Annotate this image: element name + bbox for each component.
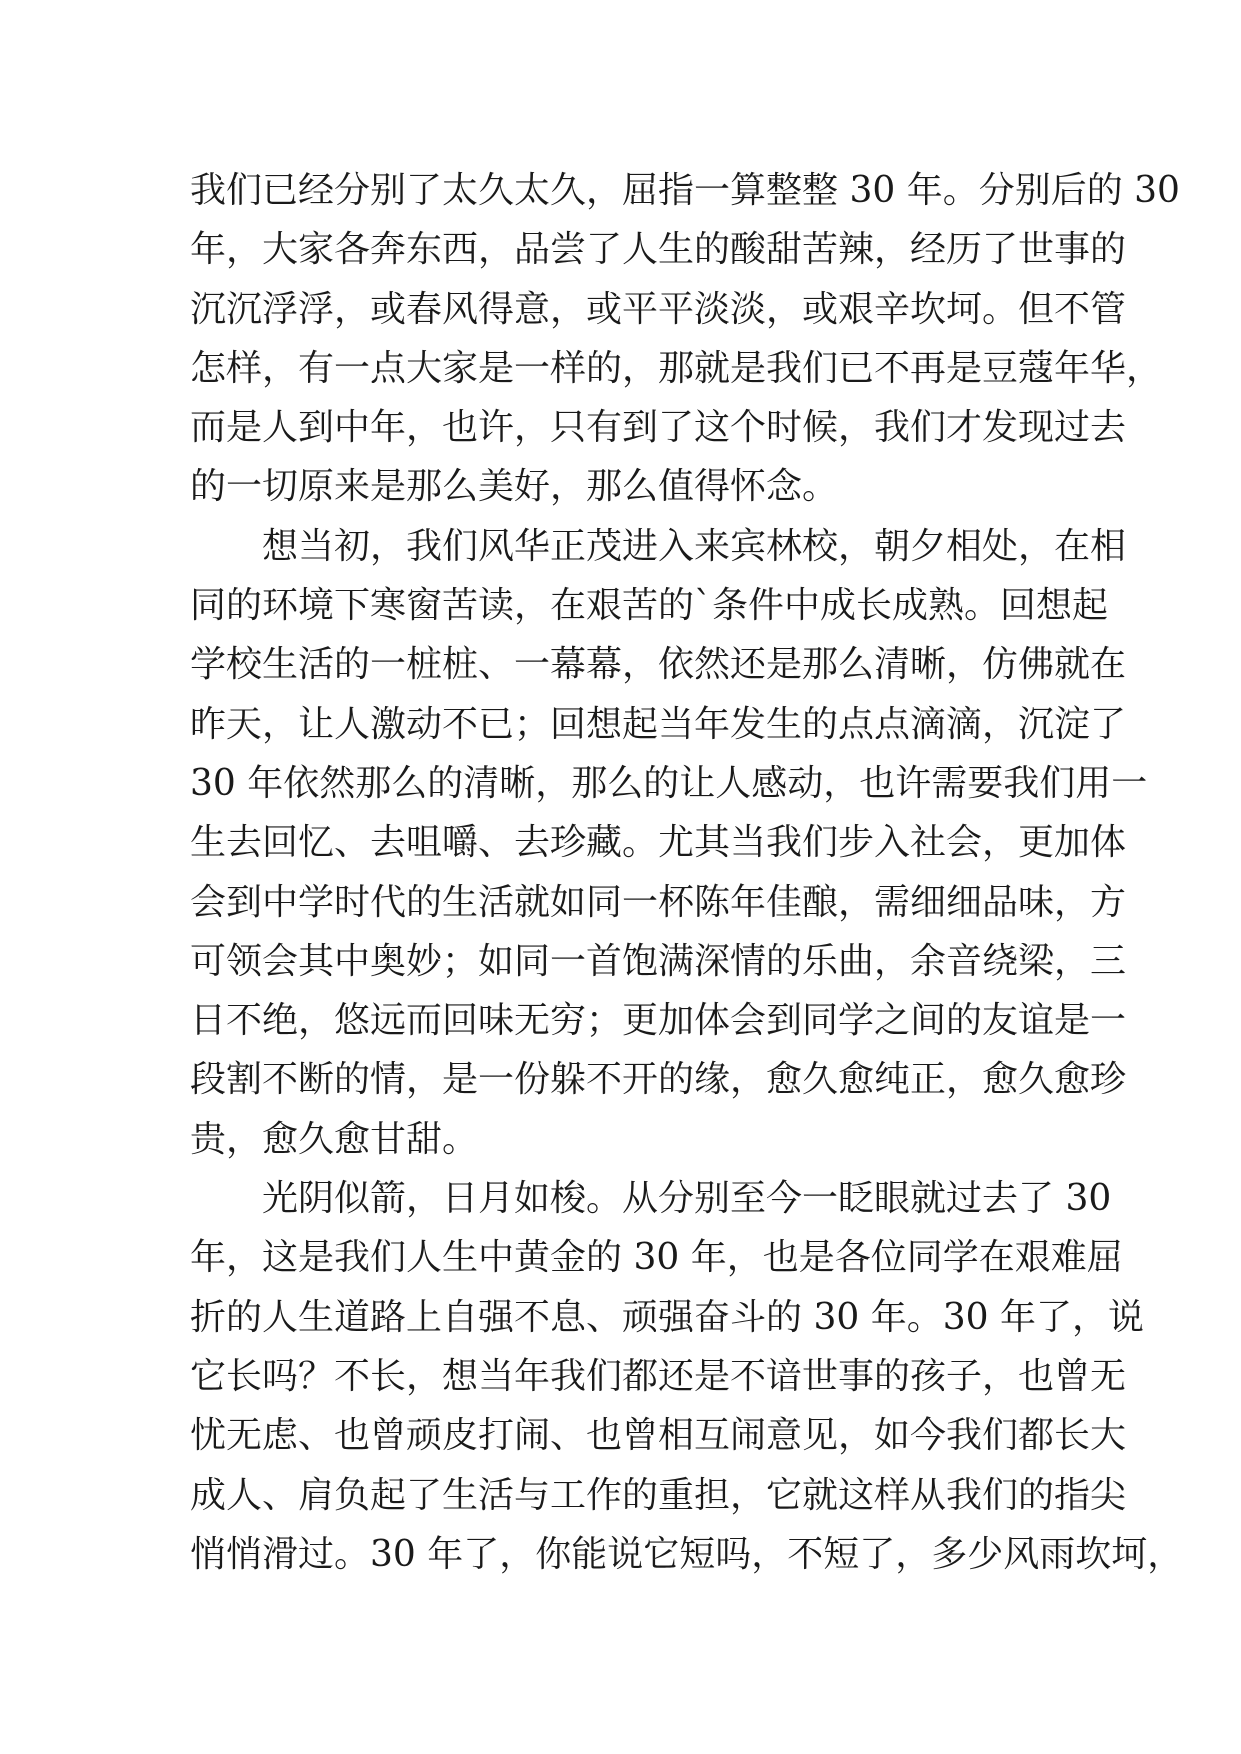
text-line: 日不绝，悠远而回味无穷；更加体会到同学之间的友谊是一 (190, 1000, 1127, 1042)
text-line: 生去回忆、去咀嚼、去珍藏。尤其当我们步入社会，更加体 (190, 822, 1127, 864)
text-line: 成人、肩负起了生活与工作的重担，它就这样从我们的指尖 (190, 1474, 1127, 1516)
text-line: 光阴似箭，日月如梭。从分别至今一眨眼就过去了 30 (262, 1178, 1112, 1220)
text-line: 它长吗？不长，想当年我们都还是不谙世事的孩子，也曾无 (190, 1355, 1127, 1397)
text-line: 忧无虑、也曾顽皮打闹、也曾相互闹意见，如今我们都长大 (190, 1415, 1127, 1457)
text-line: 悄悄滑过。30 年了，你能说它短吗，不短了，多少风雨坎坷， (190, 1533, 1184, 1575)
text-line: 学校生活的一桩桩、一幕幕，依然还是那么清晰，仿佛就在 (190, 644, 1127, 686)
text-line: 而是人到中年，也许，只有到了这个时候，我们才发现过去 (190, 407, 1127, 449)
text-line: 想当初，我们风华正茂进入来宾林校，朝夕相处，在相 (262, 525, 1127, 567)
text-line: 怎样，有一点大家是一样的，那就是我们已不再是豆蔻年华， (190, 347, 1163, 389)
text-line: 的一切原来是那么美好，那么值得怀念。 (190, 466, 839, 508)
text-line: 折的人生道路上自强不息、顽强奋斗的 30 年。30 年了，说 (190, 1296, 1144, 1338)
text-line: 贵，愈久愈甘甜。 (190, 1118, 479, 1160)
text-line: 会到中学时代的生活就如同一杯陈年佳酿，需细细品味，方 (190, 881, 1127, 923)
text-line: 年，大家各奔东西，品尝了人生的酸甜苦辣，经历了世事的 (190, 229, 1127, 271)
text-line: 我们已经分别了太久太久，屈指一算整整 30 年。分别后的 30 (190, 170, 1180, 211)
text-line: 同的环境下寒窗苦读，在艰苦的`条件中成长成熟。回想起 (190, 585, 1109, 627)
text-line: 可领会其中奥妙；如同一首饱满深情的乐曲，余音绕梁，三 (190, 940, 1127, 982)
text-line: 30 年依然那么的清晰，那么的让人感动，也许需要我们用一 (190, 762, 1148, 804)
text-line: 段割不断的情，是一份躲不开的缘，愈久愈纯正，愈久愈珍 (190, 1059, 1127, 1101)
text-line: 昨天，让人激动不已；回想起当年发生的点点滴滴，沉淀了 (190, 703, 1127, 745)
body-text (190, 161, 1184, 1584)
text-line: 沉沉浮浮，或春风得意，或平平淡淡，或艰辛坎坷。但不管 (190, 288, 1127, 330)
text-line: 年，这是我们人生中黄金的 30 年，也是各位同学在艰难屈 (190, 1237, 1123, 1279)
